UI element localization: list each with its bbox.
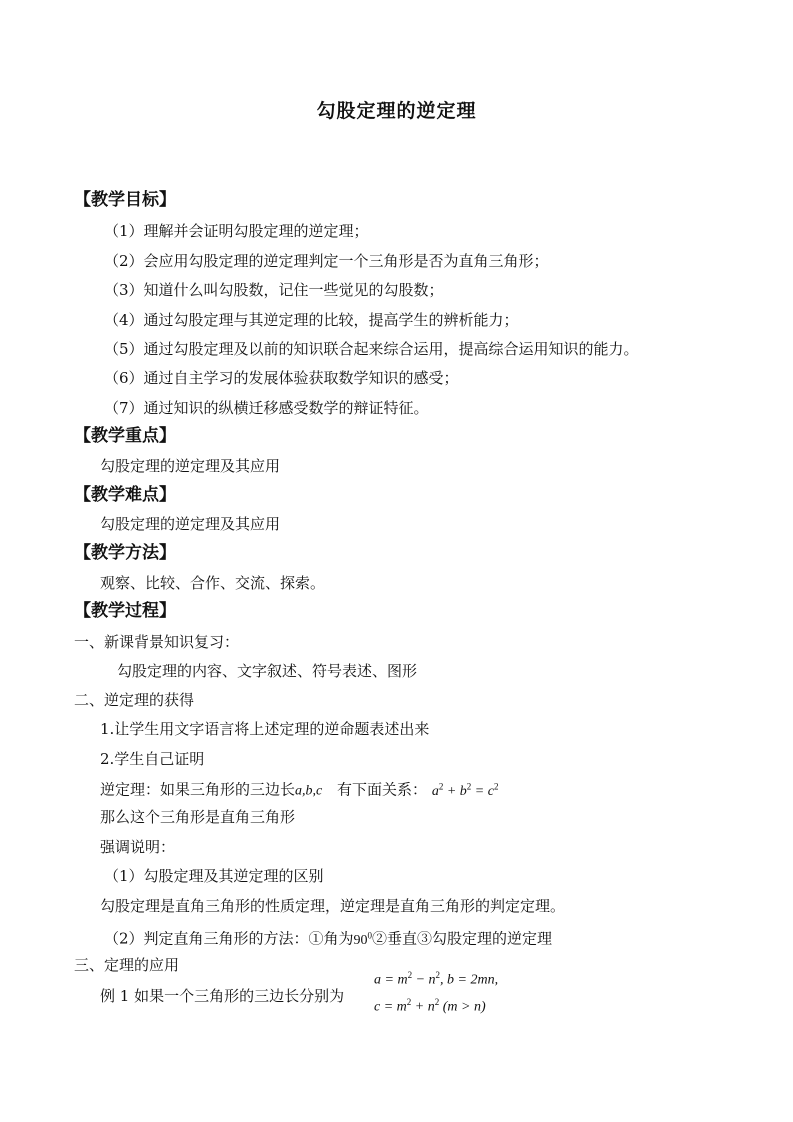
difficulties-text: 勾股定理的逆定理及其应用 [100, 515, 281, 533]
step2-text: 2.学生自己证明 [100, 750, 205, 768]
emphasis-item-1: （1）勾股定理及其逆定理的区别 [104, 867, 324, 885]
emphasis-item-2 [104, 925, 552, 951]
example1-formula-line1: $a = m^2 - n^2$, b = 2mn, [374, 970, 499, 988]
pythagorean-formula: $a^2 + b^2 = c^2$ [431, 781, 499, 799]
goal-item: （6）通过自主学习的发展体验获取数学知识的感受； [104, 369, 459, 387]
emph2-suffix: ②垂直③勾股定理的逆定理 [372, 929, 553, 948]
goal-item: （3）知道什么叫勾股数，记住一些觉见的勾股数； [104, 281, 444, 299]
converse-mid: 有下面关系： [337, 780, 428, 799]
goals-heading: 【教学目标】 [74, 190, 176, 210]
goal-item: （5）通过勾股定理及以前的知识联合起来综合运用，提高综合运用知识的能力。 [104, 340, 639, 358]
converse-theorem-line [100, 776, 498, 802]
goal-item: （1）理解并会证明勾股定理的逆定理； [104, 222, 369, 240]
angle-degree: 0 [367, 930, 373, 940]
difficulties-heading: 【教学难点】 [74, 485, 176, 505]
step1-text: 1.让学生用文字语言将上述定理的逆命题表述出来 [100, 720, 430, 738]
goal-item: （7）通过知识的纵横迁移感受数学的辩证特征。 [104, 399, 429, 417]
converse-vars: a,b,c [295, 783, 323, 799]
process-heading: 【教学过程】 [74, 601, 176, 621]
angle-value [353, 930, 373, 948]
angle-number: 90 [353, 932, 368, 948]
part3-title: 三、定理的应用 [74, 956, 180, 974]
example1-text: 例 1 如果一个三角形的三边长分别为 [100, 987, 345, 1005]
converse-conclusion: 那么这个三角形是直角三角形 [100, 808, 296, 826]
key-points-heading: 【教学重点】 [74, 426, 176, 446]
converse-prefix: 逆定理：如果三角形的三边长 [100, 780, 296, 799]
methods-text: 观察、比较、合作、交流、探索。 [100, 574, 326, 592]
emph2-prefix: （2）判定直角三角形的方法：①角为 [104, 929, 354, 948]
part2-title: 二、逆定理的获得 [74, 691, 195, 709]
page-title: 勾股定理的逆定理 [316, 100, 477, 122]
part1-title: 一、新课背景知识复习： [74, 633, 240, 651]
goal-item: （4）通过勾股定理与其逆定理的比较，提高学生的辨析能力； [104, 311, 519, 329]
methods-heading: 【教学方法】 [74, 543, 176, 563]
key-points-text: 勾股定理的逆定理及其应用 [100, 457, 281, 475]
part1-text: 勾股定理的内容、文字叙述、符号表述、图形 [117, 662, 418, 680]
goal-item: （2）会应用勾股定理的逆定理判定一个三角形是否为直角三角形； [104, 252, 549, 270]
example1-formula-line2: $c = m^2 + n^2$ (m > n) [374, 997, 486, 1015]
emphasis-label: 强调说明： [100, 838, 176, 856]
emphasis-item-1-text: 勾股定理是直角三角形的性质定理，逆定理是直角三角形的判定定理。 [100, 897, 566, 915]
